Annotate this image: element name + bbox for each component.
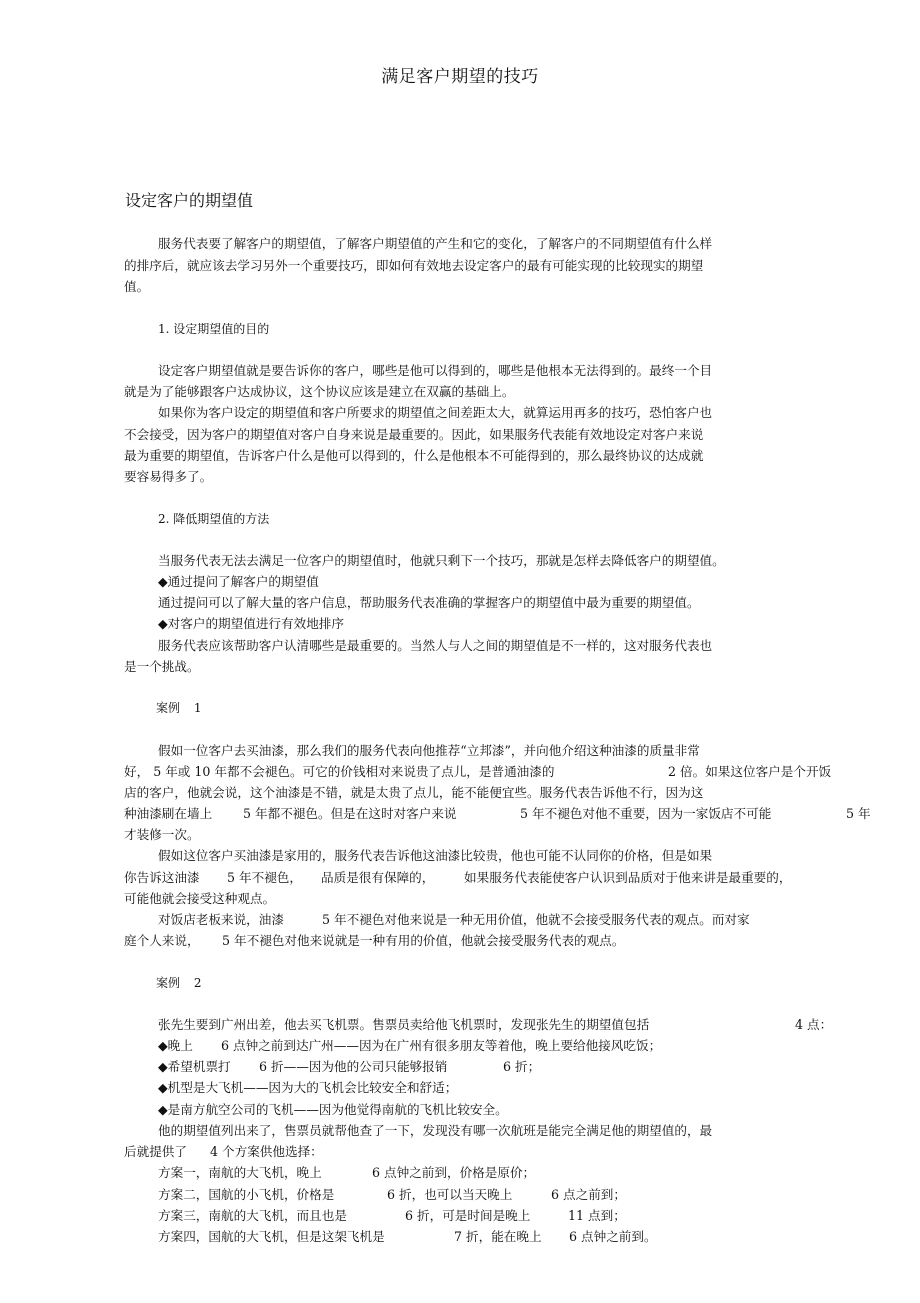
case1-p1-line-4a: 种油漆刷在墙上	[124, 806, 213, 821]
case2-option-1a: 方案一，南航的大飞机，晚上	[158, 1165, 322, 1180]
case-2-number: 2	[193, 976, 202, 990]
case2-point-4: ◆是南方航空公司的飞机——因为他觉得南航的飞机比较安全。	[158, 1102, 508, 1117]
case2-intro-a: 张先生要到广州出差，他去买飞机票。售票员卖给他飞机票时，发现张先生的期望值包括	[158, 1017, 650, 1032]
case2-point-1a: ◆晚上	[158, 1038, 193, 1053]
document-title: 满足客户期望的技巧	[381, 67, 539, 87]
case2-point-2a: ◆希望机票打	[158, 1059, 231, 1074]
case2-option-4b: 7 折，能在晚上	[454, 1229, 542, 1244]
case1-p3-line-1a: 对饭店老板来说，油漆	[158, 912, 284, 927]
bullet-prioritize-line-1: 服务代表应该帮助客户认清哪些是最重要的。当然人与人之间的期望值是不一样的，这对服务代表也	[158, 638, 713, 653]
case2-option-3b: 6 折，可是时间是晚上	[405, 1208, 531, 1223]
case1-p2-line-3: 可能他就会接受这种观点。	[124, 891, 276, 906]
case2-option-2a: 方案二，国航的小飞机，价格是	[158, 1187, 335, 1202]
case2-p2-line-1: 他的期望值列出来了，售票员就帮他查了一下，发现没有哪一次航班是能完全满足他的期望值的，最	[158, 1123, 713, 1138]
case2-p2-line-2a: 后就提供了	[124, 1144, 187, 1159]
case1-p1-line-4c: 5 年不褪色对他不重要，因为一家饭店不可能	[520, 806, 772, 821]
section-heading: 设定客户的期望值	[125, 191, 254, 210]
case2-p2-line-2b: 4 个方案供他选择：	[210, 1144, 323, 1159]
case1-p1-line-5: 才装修一次。	[124, 827, 200, 842]
subsection-1-heading: 1. 设定期望值的目的	[158, 322, 270, 336]
case2-option-2c: 6 点之前到；	[551, 1187, 626, 1202]
case-1-heading	[156, 698, 201, 718]
sub2-intro: 当服务代表无法去满足一位客户的期望值时，他就只剩下一个技巧，那就是怎样去降低客户的期望值。	[158, 553, 725, 568]
case2-option-4a: 方案四，国航的大飞机，但是这架飞机是	[158, 1229, 385, 1244]
case2-option-1b: 6 点钟之前到，价格是原价；	[372, 1165, 536, 1180]
case-2-heading	[156, 973, 201, 993]
bullet-ask-questions-text: 通过提问可以了解大量的客户信息，帮助服务代表准确的掌握客户的期望值中最为重要的期望值。	[158, 595, 700, 610]
case2-point-1b: 6 点钟之前到达广州——因为在广州有很多朋友等着他，晚上要给他接风吃饭；	[221, 1038, 662, 1053]
case1-p2-line-2a: 你告诉这油漆	[124, 870, 200, 885]
subsection-2-heading: 2. 降低期望值的方法	[158, 512, 270, 526]
case2-point-2c: 6 折；	[503, 1059, 541, 1074]
case2-option-3c: 11 点到；	[568, 1208, 626, 1223]
sub1-para1-line-1: 设定客户期望值就是要告诉你的客户，哪些是他可以得到的，哪些是他根本无法得到的。最终一个目	[158, 363, 713, 378]
bullet-ask-questions: ◆通过提问了解客户的期望值	[158, 574, 319, 589]
case1-p3-line-1b: 5 年不褪色对他来说是一种无用价值，他就不会接受服务代表的观点。而对家	[322, 912, 750, 927]
case-1-label: 案例	[156, 701, 181, 715]
case2-point-2b: 6 折——因为他的公司只能够报销	[259, 1059, 448, 1074]
case2-intro-b: 4 点：	[795, 1017, 833, 1032]
intro-line-3: 值。	[124, 279, 150, 294]
case2-option-4c: 6 点钟之前到。	[569, 1229, 657, 1244]
case1-p2-line-2c: 品质是很有保障的，	[321, 870, 435, 885]
case-1-number: 1	[193, 701, 202, 715]
sub1-para2-line-4: 要容易得多了。	[124, 469, 213, 484]
case1-p3-line-2a: 庭个人来说，	[124, 933, 200, 948]
sub1-para2-line-1: 如果你为客户设定的期望值和客户所要求的期望值之间差距太大，就算运用再多的技巧，恐怕客户也	[158, 405, 713, 420]
bullet-prioritize: ◆对客户的期望值进行有效地排序	[158, 616, 344, 631]
case1-p1-line-2b: 2 倍。如果这位客户是个开饭	[668, 764, 832, 779]
case1-p1-line-2a: 好， 5 年或 10 年都不会褪色。可它的价钱相对来说贵了点儿，是普通油漆的	[124, 764, 555, 779]
intro-line-1: 服务代表要了解客户的期望值，了解客户期望值的产生和它的变化，了解客户的不同期望值有什么样	[158, 236, 713, 251]
case1-p3-line-2b: 5 年不褪色对他来说就是一种有用的价值，他就会接受服务代表的观点。	[222, 933, 625, 948]
case1-p2-line-1: 假如这位客户买油漆是家用的，服务代表告诉他这油漆比较贵，他也可能不认同你的价格，但是如果	[158, 848, 713, 863]
case1-p2-line-2d: 如果服务代表能使客户认识到品质对于他来讲是最重要的，	[464, 870, 792, 885]
sub1-para2-line-3: 最为重要的期望值，告诉客户什么是他可以得到的，什么是他根本不可能得到的，那么最终协议的达成就	[124, 448, 704, 463]
intro-line-2: 的排序后，就应该去学习另外一个重要技巧，即如何有效地去设定客户的最有可能实现的比较现实的期望	[124, 258, 704, 273]
sub1-para2-line-2: 不会接受，因为客户的期望值对客户自身来说是最重要的。因此，如果服务代表能有效地设定对客户来说	[124, 427, 704, 442]
case2-option-3a: 方案三，南航的大飞机，而且也是	[158, 1208, 347, 1223]
case2-option-2b: 6 折，也可以当天晚上	[387, 1187, 513, 1202]
case-2-label: 案例	[156, 976, 181, 990]
bullet-prioritize-line-2: 是一个挑战。	[124, 659, 200, 674]
sub1-para1-line-2: 就是为了能够跟客户达成协议，这个协议应该是建立在双赢的基础上。	[124, 384, 515, 399]
case1-p1-line-4d: 5 年	[846, 806, 871, 821]
case1-p1-line-1: 假如一位客户去买油漆，那么我们的服务代表向他推荐“立邦漆”，并向他介绍这种油漆的质量非常	[158, 743, 700, 758]
case1-p2-line-2b: 5 年不褪色，	[227, 870, 302, 885]
case1-p1-line-4b: 5 年都不褪色。但是在这时对客户来说	[243, 806, 457, 821]
case1-p1-line-3: 店的客户，他就会说，这个油漆是不错，就是太贵了点儿，能不能便宜些。服务代表告诉他不行，因为这	[124, 785, 704, 800]
case2-point-3: ◆机型是大飞机——因为大的飞机会比较安全和舒适；	[158, 1080, 458, 1095]
